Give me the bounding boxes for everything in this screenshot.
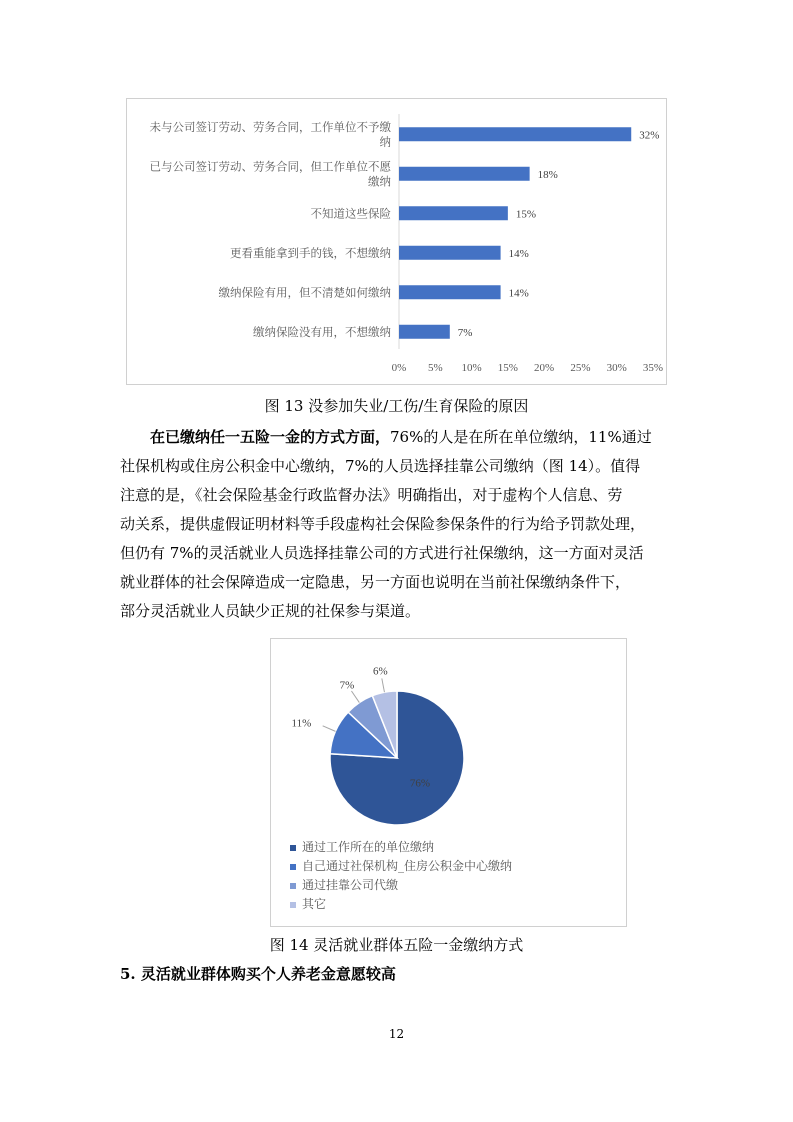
bar-value-label: 15% [515,208,537,221]
bar-value-label: 18% [537,168,558,181]
page-number: 12 [388,1027,405,1041]
pie-slice-label: 11% [291,717,312,730]
body-paragraph [120,423,680,626]
paragraph-line-1 [120,423,680,452]
bar-category-label: 缴纳保险没有用，不想缴纳 [253,326,391,339]
legend-swatch [290,883,296,889]
figure-14-caption: 图 14 灵活就业群体五险一金缴纳方式 [269,936,524,954]
section-heading: 5. 灵活就业群体购买个人养老金意愿较高 [120,965,396,983]
pie-leader-line [382,678,385,692]
x-tick-label: 25% [570,362,591,374]
pie-slice-label: 7% [339,679,355,692]
legend-swatch [290,845,296,851]
x-tick-label: 35% [642,362,664,374]
x-tick-label: 5% [427,362,443,374]
pie-leader-line [323,726,336,732]
pie-slice-label: 6% [372,665,388,678]
bar-category-label: 不知道这些保险 [310,208,391,221]
paragraph-line: 但仍有 7%的灵活就业人员选择挂靠公司的方式进行社保缴纳，这一方面对灵活 [120,544,644,562]
pie-legend [290,838,512,914]
x-tick-label: 10% [461,362,482,374]
x-tick-label: 15% [497,362,518,374]
figure-13-caption: 图 13 没参加失业/工伤/生育保险的原因 [264,397,529,415]
legend-item [290,838,512,857]
bar [399,246,501,260]
legend-item [290,876,512,895]
bar-category-label: 更看重能拿到手的钱，不想缴纳 [230,247,391,260]
bar [399,206,508,220]
paragraph-line: 注意的是，《社会保险基金行政监督办法》明确指出，对于虚构个人信息、劳 [120,486,623,504]
bar-category-label: 缴纳保险有用，但不清楚如何缴纳 [218,287,391,300]
bar [399,285,501,299]
legend-label: 其它 [302,897,327,911]
paragraph-line: 动关系，提供虚假证明材料等手段虚构社会保险参保条件的行为给予罚款处理， [120,515,646,533]
x-tick-label: 20% [534,362,555,374]
paragraph-bold-lead: 在已缴纳任一五险一金的方式方面， [150,428,391,446]
bar-value-label: 32% [639,129,660,142]
paragraph-line-1-rest: 76%的人是在所在单位缴纳，11%通过 [390,428,652,446]
legend-swatch [290,902,296,908]
legend-item [290,895,512,914]
bar-chart [127,99,666,384]
bar-category-label: 已与公司签订劳动、劳务合同，但工作单位不愿 [149,161,391,174]
bar [399,167,530,181]
bar-value-label: 7% [457,326,473,339]
bar-category-label: 未与公司签订劳动、劳务合同，工作单位不予缴 [149,121,391,134]
bar-chart-frame [126,98,667,385]
bar-value-label: 14% [508,287,529,300]
legend-item [290,857,512,876]
paragraph-line: 社保机构或住房公积金中心缴纳，7%的人员选择挂靠公司缴纳（图 14）。值得 [120,457,641,475]
bar-category-label: 缴纳 [368,176,391,189]
paragraph-line: 就业群体的社会保障造成一定隐患，另一方面也说明在当前社保缴纳条件下， [120,573,631,591]
x-tick-label: 30% [606,362,627,374]
bar [399,325,450,339]
bar-value-label: 14% [508,247,529,260]
bar [399,127,631,141]
legend-label: 通过工作所在的单位缴纳 [302,840,435,854]
paragraph-line: 部分灵活就业人员缺少正规的社保参与渠道。 [120,602,421,620]
x-tick-label: 0% [391,362,407,374]
bar-category-label: 纳 [379,136,391,149]
legend-label: 通过挂靠公司代缴 [302,878,399,892]
pie-slice-label: 76% [409,777,431,790]
legend-label: 自己通过社保机构_住房公积金中心缴纳 [302,859,513,873]
legend-swatch [290,864,296,870]
pie-leader-line [351,691,359,703]
